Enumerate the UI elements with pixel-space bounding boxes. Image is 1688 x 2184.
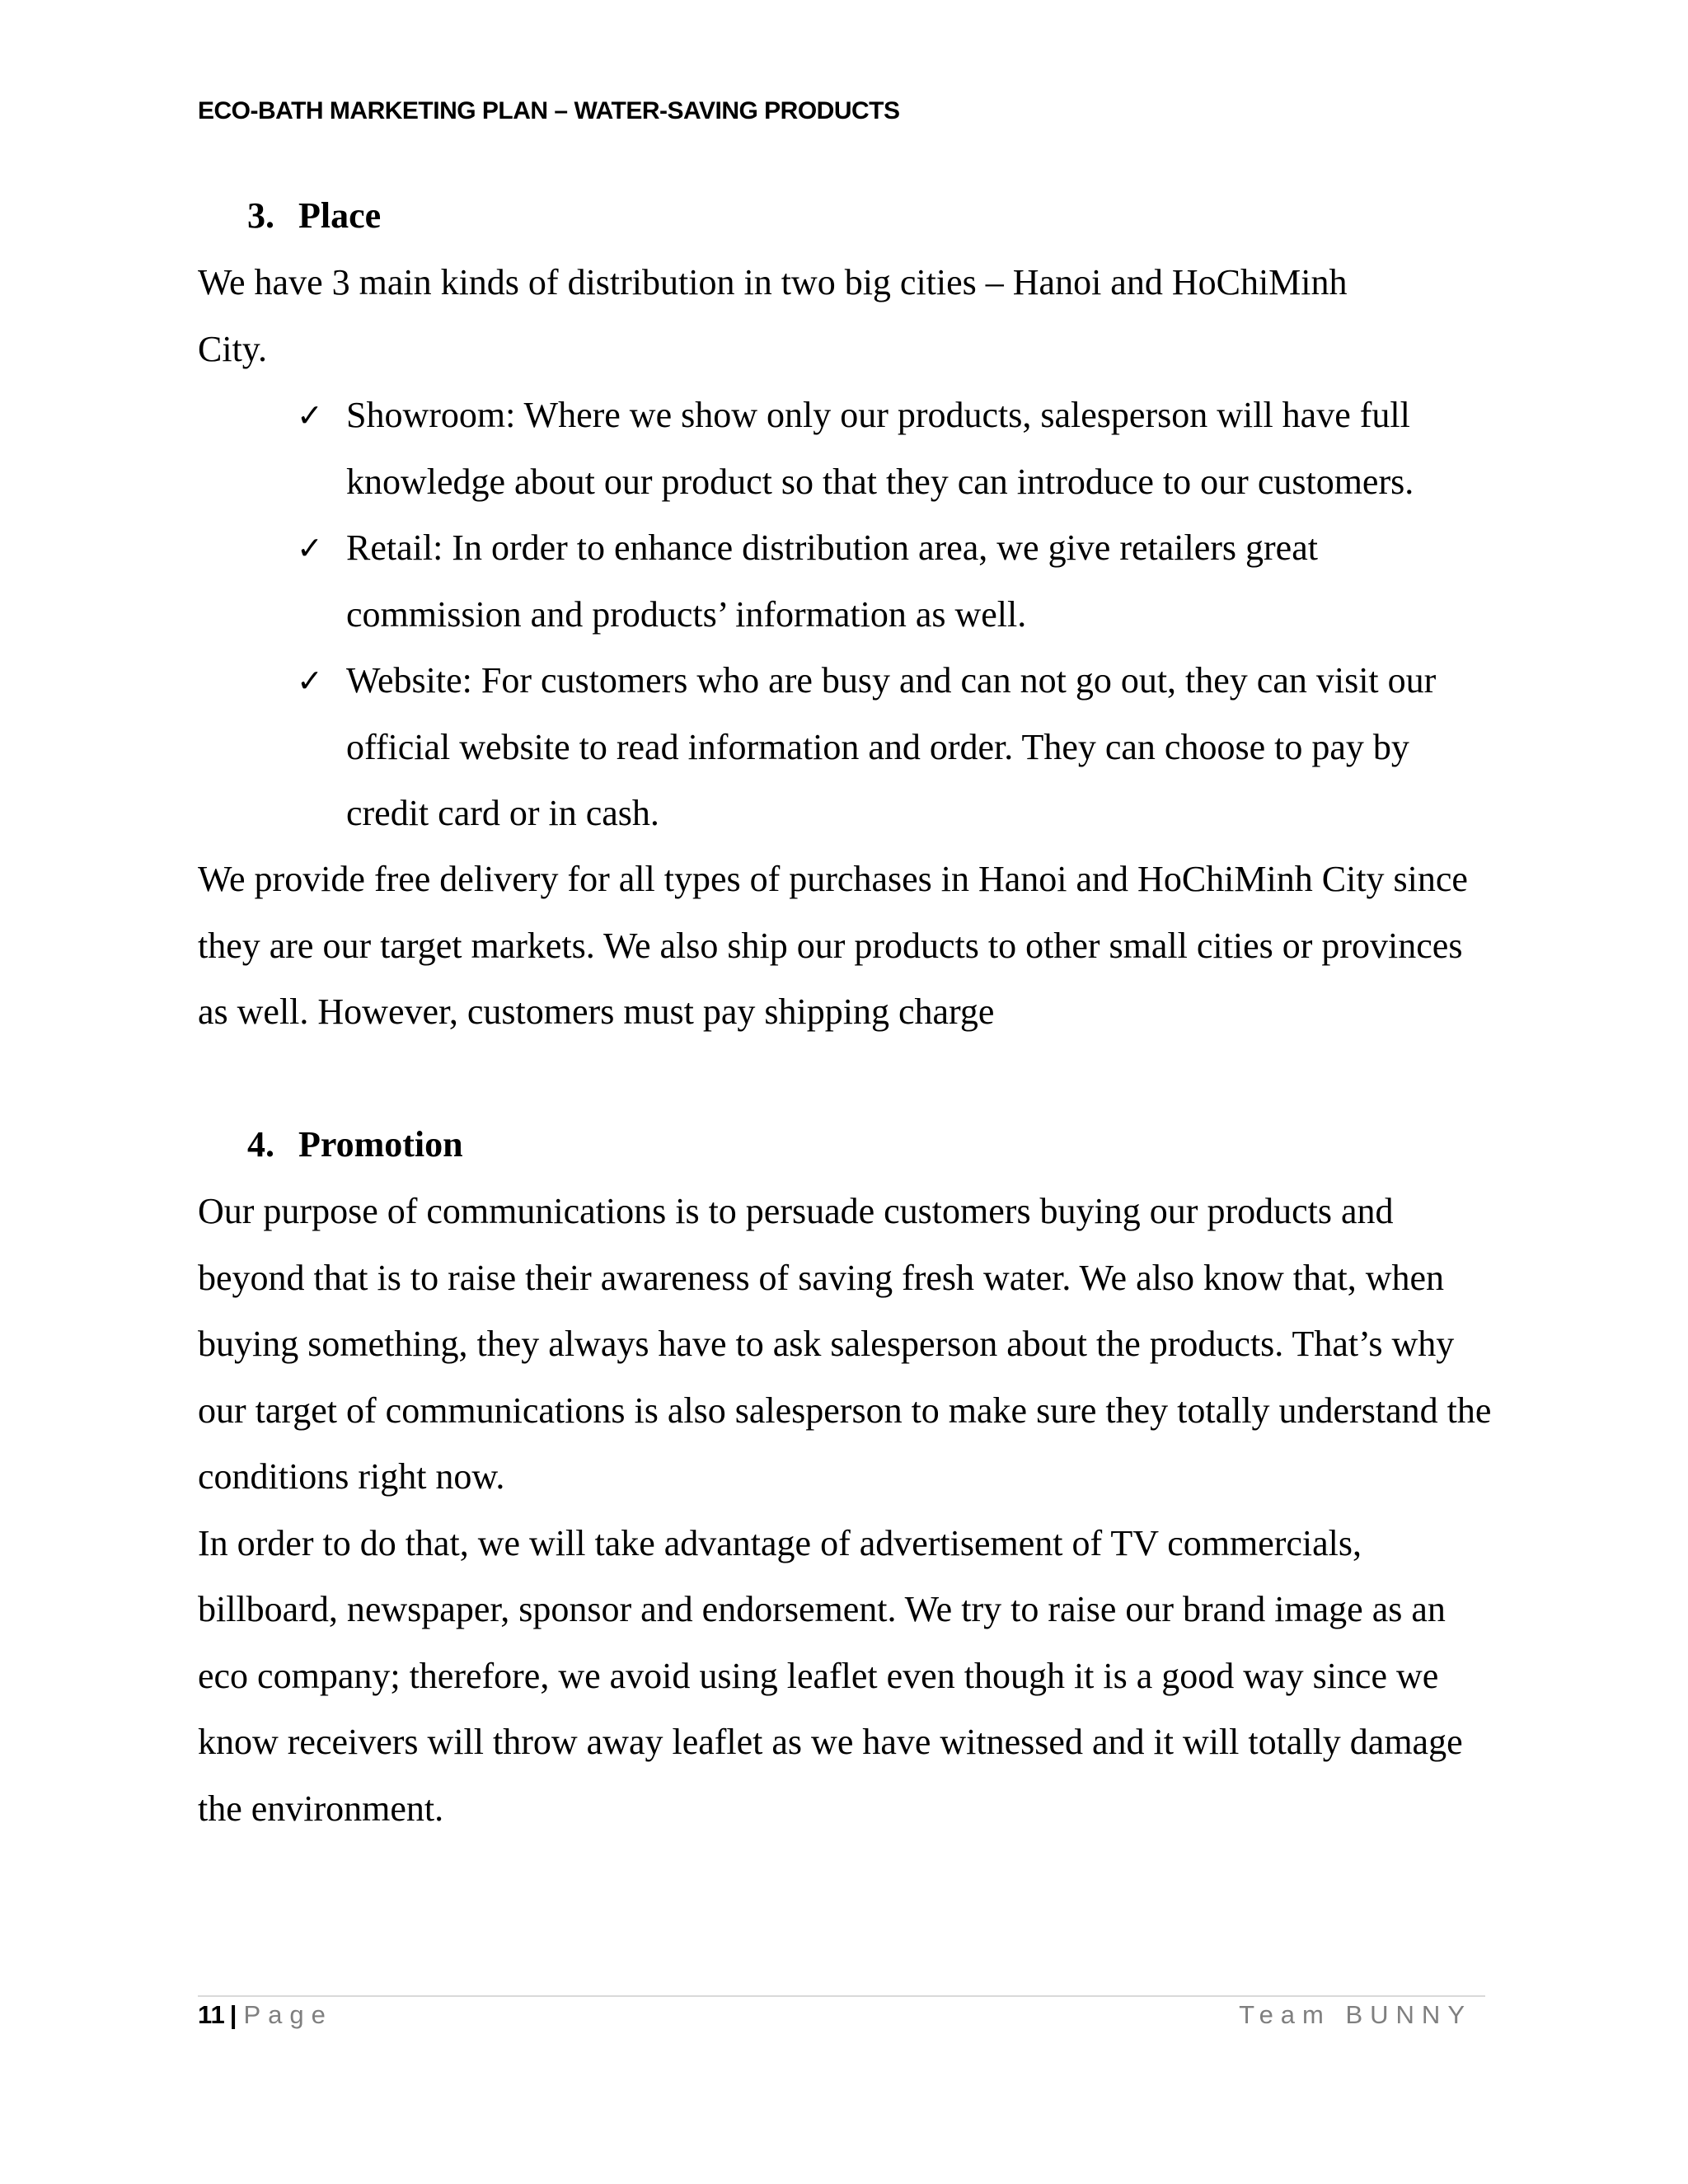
paragraph: We provide free delivery for all types of purchases in Hanoi and HoChiMinh City since they are our target markets. We also ship our products to other small cities or provinces as well. However, customers must pay shipping charge xyxy=(198,859,1468,1032)
footer-divider xyxy=(198,1995,1485,1997)
section-heading-place xyxy=(247,183,381,249)
check-mark-icon: ✓ xyxy=(297,663,323,699)
team-name: Team BUNNY xyxy=(1239,2000,1472,2029)
section-heading-promotion xyxy=(247,1112,463,1178)
list-item-text: Retail: In order to enhance distribution area, we give retailers great commission and products’ information as well. xyxy=(346,527,1318,635)
delivery-paragraph xyxy=(198,846,1500,1046)
page-number: 11 xyxy=(198,2000,225,2029)
section-title: Promotion xyxy=(298,1124,463,1165)
promotion-body xyxy=(198,1179,1500,1842)
page-number-label xyxy=(198,2000,333,2030)
list-item-showroom xyxy=(297,382,1500,515)
paragraph: In order to do that, we will take advantage of advertisement of TV commercials, billboard, newspaper, sponsor and endorsement. We try to raise our brand image as an eco company; therefore, we avoid using leaflet even though it is a good way since we know receivers will throw away leaflet as we have witnessed and it will totally damage the environment. xyxy=(198,1522,1463,1829)
place-intro-line: We have 3 main kinds of distribution in two big cities – Hanoi and HoChiMinh xyxy=(198,262,1348,302)
check-mark-icon: ✓ xyxy=(297,530,323,566)
check-mark-icon: ✓ xyxy=(297,397,323,434)
running-header: ECO-BATH MARKETING PLAN – WATER-SAVING PRODUCTS xyxy=(198,97,900,124)
list-item-website xyxy=(297,648,1500,847)
paragraph: Our purpose of communications is to persuade customers buying our products and beyond that is to raise their awareness of saving fresh water. We also know that, when buying something, they always have to ask salesperson about the products. That’s why our target of communications is also salesperson to make sure they totally understand the conditions right now. xyxy=(198,1191,1492,1497)
place-intro xyxy=(198,250,1500,382)
page-separator: | xyxy=(229,2000,237,2029)
list-item-text: Showroom: Where we show only our products, salesperson will have full knowledge about our product so that they can introduce to our customers. xyxy=(346,395,1414,502)
list-item-retail xyxy=(297,515,1500,648)
page-word: Page xyxy=(243,2000,333,2029)
section-number: 3. xyxy=(247,195,274,236)
section-title: Place xyxy=(298,195,382,236)
place-intro-line: City. xyxy=(198,328,267,369)
list-item-text: Website: For customers who are busy and can not go out, they can visit our official website to read information and order. They can choose to pay by credit card or in cash. xyxy=(346,660,1437,833)
section-number: 4. xyxy=(247,1124,274,1165)
distribution-list xyxy=(297,382,1500,847)
